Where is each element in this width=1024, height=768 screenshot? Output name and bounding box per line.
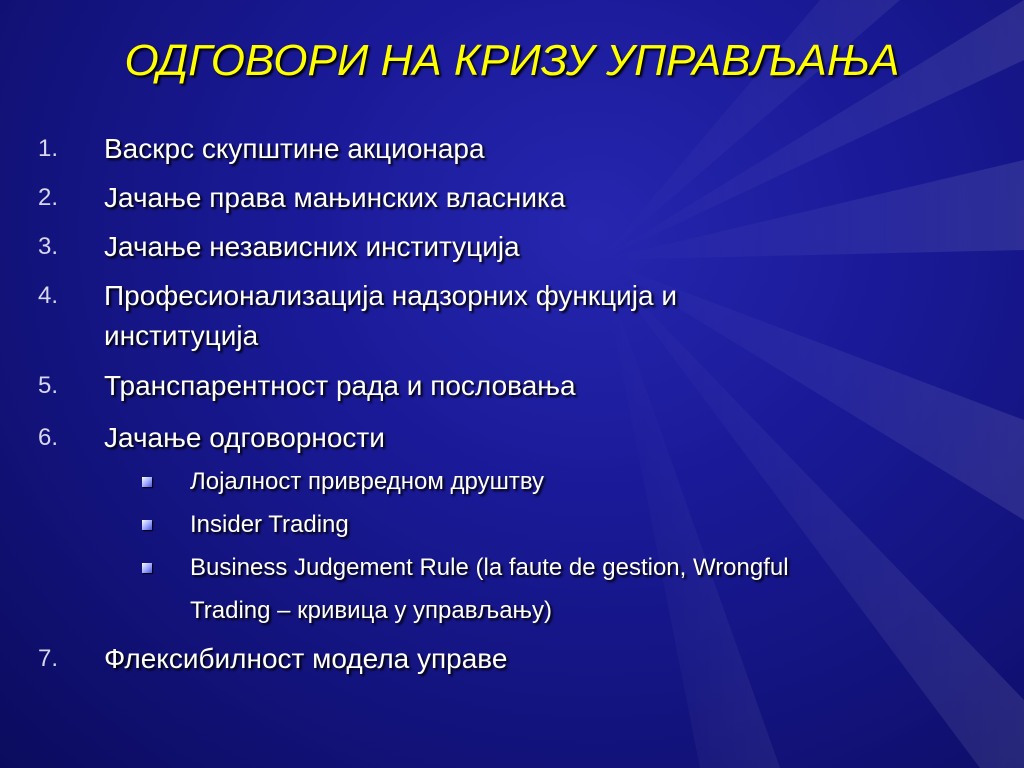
list-number: 7. bbox=[38, 645, 59, 672]
list-number: 2. bbox=[38, 184, 59, 211]
list-item-text: Васкрс скупштине акционара bbox=[104, 133, 485, 164]
sub-item-text-line-1: Business Judgement Rule (la faute de gestion, Wrongful bbox=[190, 554, 789, 581]
list-number: 3. bbox=[38, 233, 59, 260]
list-item-text-line-2: институција bbox=[104, 320, 259, 351]
list-item-text: Јачање одговорности bbox=[104, 422, 385, 453]
square-bullet-icon bbox=[142, 477, 152, 487]
sub-item-text: Лојалност привредном друштву bbox=[190, 468, 545, 495]
list-number: 4. bbox=[38, 282, 59, 309]
slide-title: ОДГОВОРИ НА КРИЗУ УПРАВЉАЊА bbox=[124, 36, 900, 85]
list-item-text: Флексибилност модела управе bbox=[104, 643, 508, 674]
sub-item-text: Insider Trading bbox=[190, 511, 349, 538]
square-bullet-icon bbox=[142, 520, 152, 530]
sub-item-text-line-2: Trading – кривица у управљању) bbox=[190, 597, 553, 624]
list-item-text-line-1: Професионализација надзорних функција и bbox=[104, 280, 678, 311]
list-number: 1. bbox=[38, 135, 59, 162]
list-number: 6. bbox=[38, 424, 59, 451]
list-item-text: Јачање независних институција bbox=[104, 231, 520, 262]
square-bullet-icon bbox=[142, 563, 152, 573]
list-item-text: Транспарентност рада и пословања bbox=[104, 370, 576, 401]
list-item-text: Јачање права мањинских власника bbox=[104, 182, 566, 213]
list-number: 5. bbox=[38, 372, 59, 399]
